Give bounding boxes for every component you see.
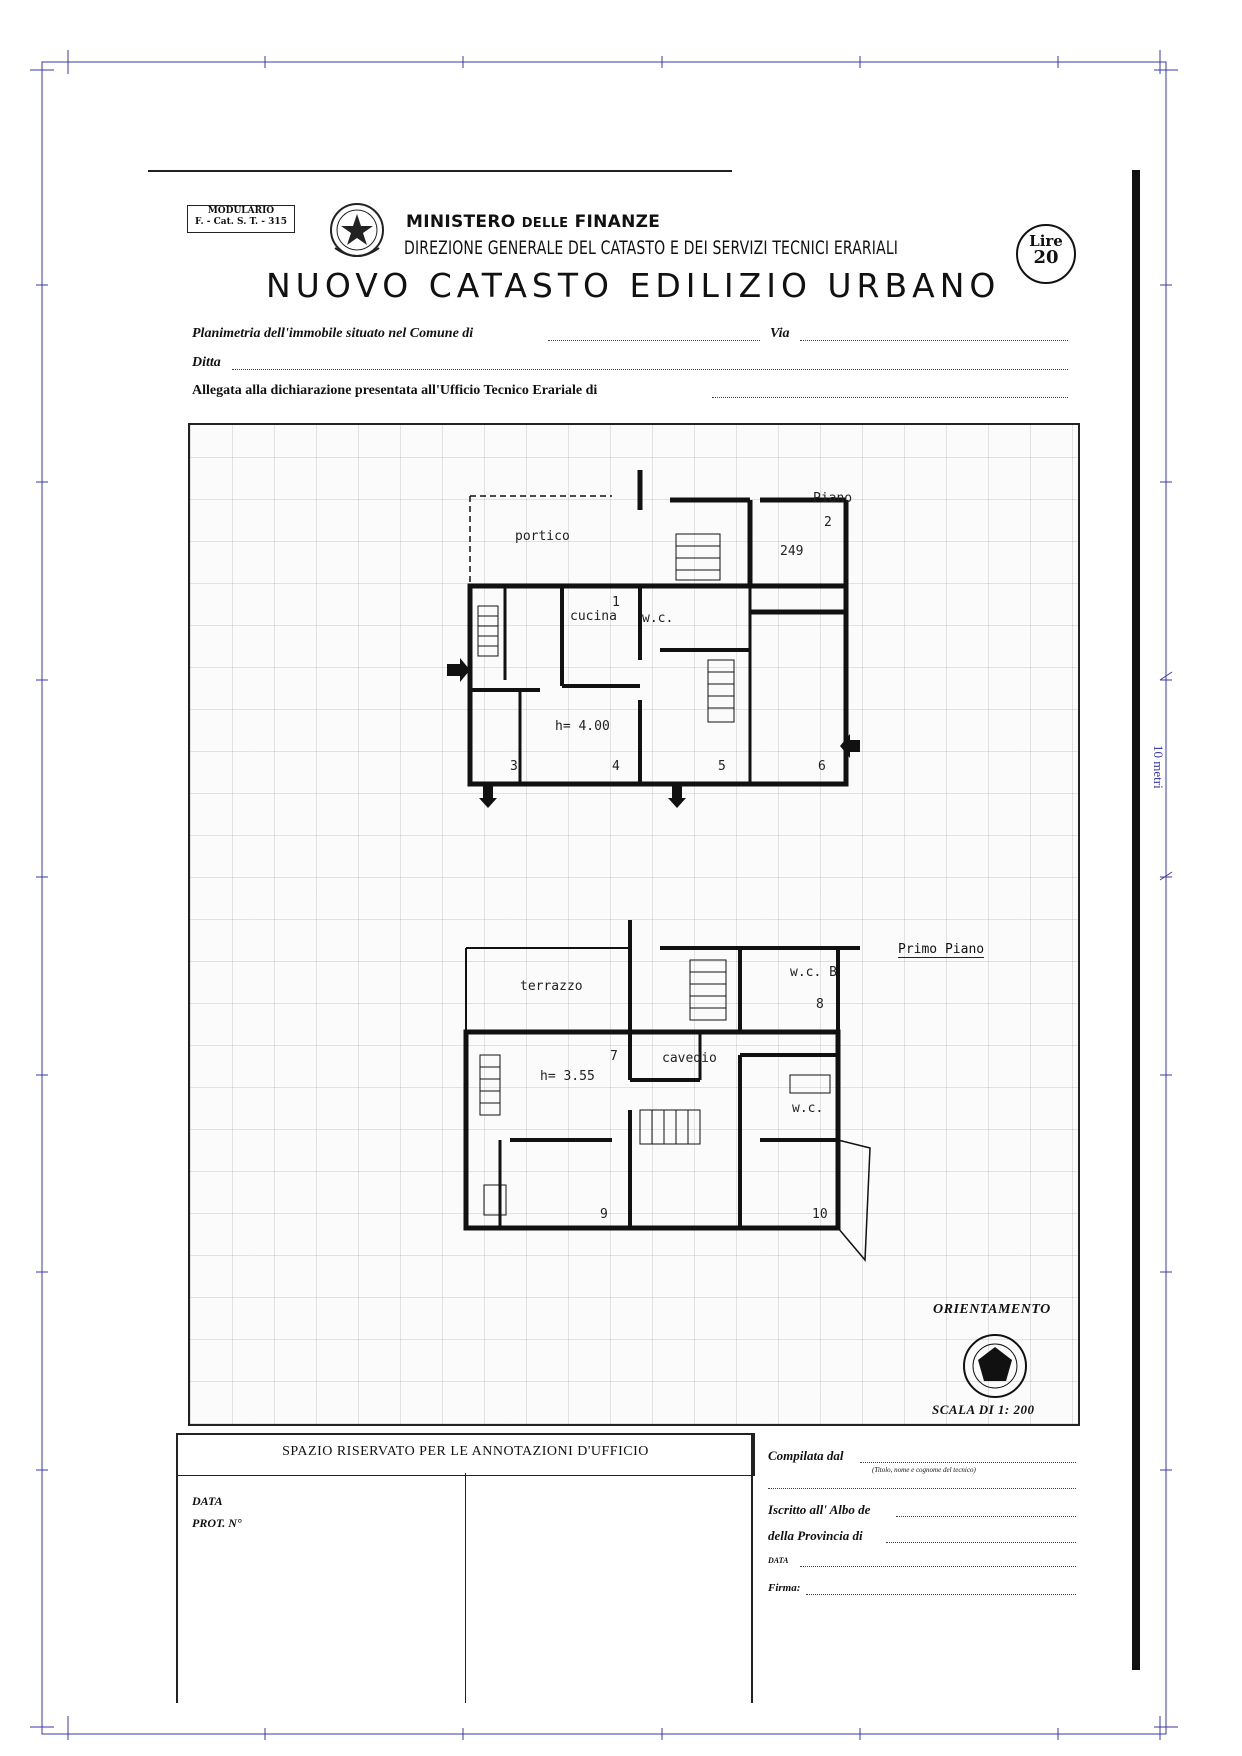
side-scale-label: 10 metri [1151,745,1166,789]
room-number-4: 4 [612,759,620,774]
room-number-6: 6 [818,759,826,774]
room-number-5: 5 [718,759,726,774]
direction-title: DIREZIONE GENERALE DEL CATASTO E DEI SERVIZI TECNICI ERARIALI [404,237,899,259]
footer-left-rule [176,1433,178,1703]
label-height-first: h= 3.55 [540,1069,595,1084]
compilata-label: Compilata dal [768,1448,844,1463]
modulario-line1: MODULARIO [207,206,275,216]
ditta-label: Ditta [192,355,221,370]
room-number-9: 9 [600,1207,608,1222]
label-portico: portico [515,529,570,544]
albo-field[interactable] [896,1516,1076,1517]
document-title: NUOVO CATASTO EDILIZIO URBANO [266,266,1001,305]
first-floor-title: Primo Piano [898,942,985,957]
data2-field[interactable] [800,1566,1076,1567]
label-cucina: cucina [570,609,617,624]
footer-right-rule [751,1433,753,1703]
label-height-ground: h= 4.00 [555,719,610,734]
compilata-field[interactable] [860,1462,1076,1463]
room-number-2: 2 [824,515,832,530]
data2-label: DATA [768,1556,789,1565]
label-wc-ground: w.c. [642,611,674,626]
iscritto-label: Iscritto all' Albo de [768,1502,871,1517]
room-number-1: 1 [612,595,620,610]
label-piano: Piano [813,491,853,506]
allegata-label: Allegata alla dichiarazione presentata all'Ufficio Tecnico Erariale di [192,383,598,398]
room-number-7: 7 [610,1049,618,1064]
provincia-field[interactable] [886,1542,1076,1543]
label-wc-first: w.c. [792,1101,824,1116]
modulario-line2: F. - Cat. S. T. - 315 [195,217,287,227]
reserved-title: SPAZIO RISERVATO PER LE ANNOTAZIONI D'UFFICIO [282,1444,649,1459]
ministry-word: MINISTERO [406,212,516,232]
room-number-3: 3 [510,759,518,774]
room-number-10: 10 [812,1207,828,1222]
label-terrazzo: terrazzo [520,979,583,994]
ministry-finanze: FINANZE [574,212,661,232]
firma-label: Firma: [768,1582,801,1594]
firma-field[interactable] [806,1594,1076,1595]
room-number-8: 8 [816,997,824,1012]
label-cavedio: cavedio [662,1051,717,1066]
planimetria-label: Planimetria dell'immobile situato nel Comune di [192,326,474,341]
footer-mid-rule [465,1473,466,1703]
compilata-field-2[interactable] [768,1488,1076,1489]
compass-icon [962,1333,1028,1399]
scale-label: SCALA DI 1: 200 [932,1402,1035,1417]
via-label: Via [770,326,790,341]
stamp-value: 20 [1033,247,1059,268]
ministry-delle: DELLE [521,216,569,231]
ground-floor-plan [447,470,860,808]
data-label: DATA [192,1494,223,1508]
prot-label: PROT. N° [192,1516,242,1530]
label-wc-b: w.c. B [790,965,837,980]
orientation-label: ORIENTAMENTO [933,1302,1051,1317]
titolo-note: (Titolo, nome e cognome del tecnico) [872,1466,976,1474]
label-area-note: 249 [780,544,804,559]
provincia-label: della Provincia di [768,1528,863,1543]
stamp-lire: Lire [1029,232,1063,250]
